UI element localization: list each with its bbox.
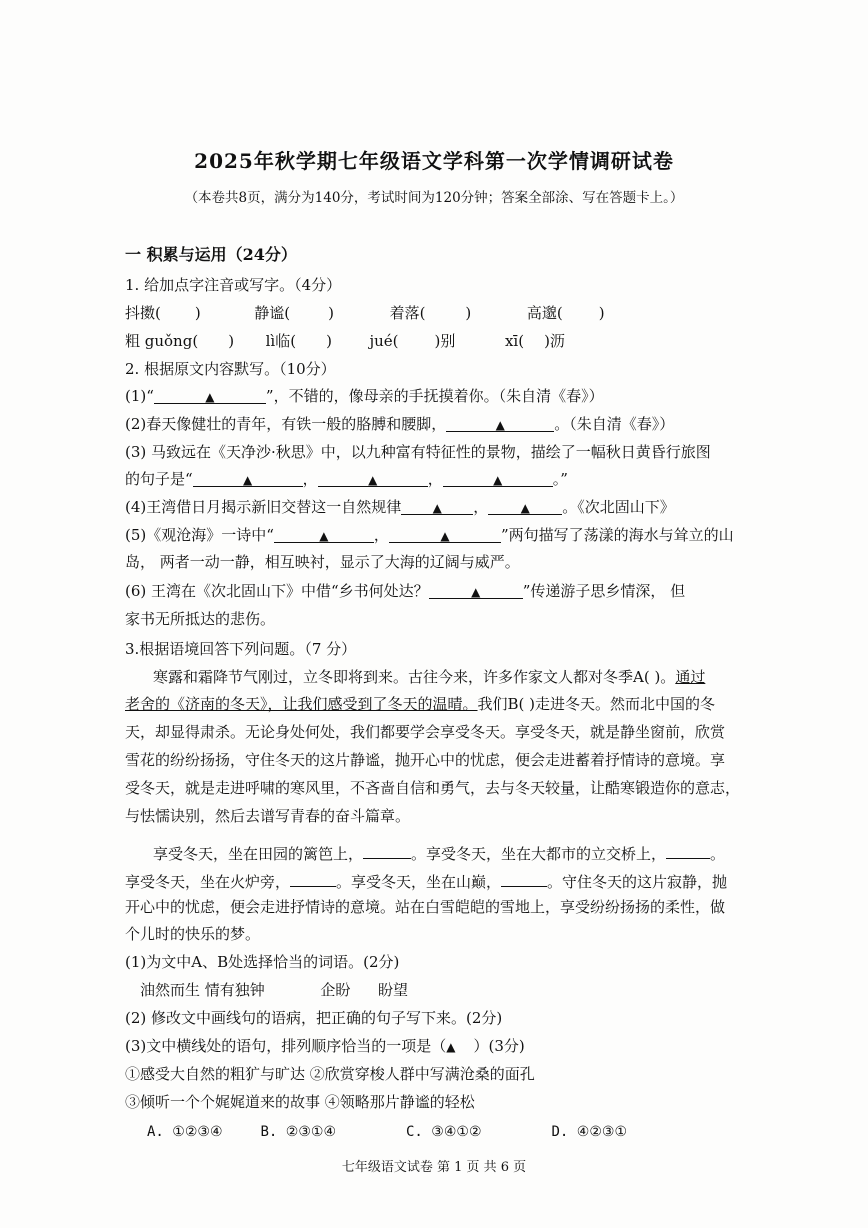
q3-p1-l1 [153,666,705,688]
q2-i1-b: ”，不错的，像母亲的手抚摸着你。（朱自清《春》） [265,387,604,405]
q2-i5-b: ， [373,526,389,544]
q1-r2-w1: 粗 guǒng( [125,332,199,350]
q3-underlined-sentence: 老舍的《济南的冬天》，让我们感受到了冬天的温晴。 [125,695,478,713]
q2-i6-a: (6) 王湾在《次北固山下》中借“乡书何处达？ [125,582,429,600]
triangle-mark: ▲ [471,585,481,599]
q2-item4 [125,496,675,518]
q3-p1-l1-text: 寒露和霜降节气刚过，立冬即将到来。古往今来，许多作家文人都对冬季A( )。 [153,668,676,686]
q2-item1 [125,385,604,407]
q1-r2-w3: jué( [369,332,399,350]
q2-i5-a: (5)《观沧海》一诗中“ [125,526,274,544]
q2-i4-a: (4)王湾借日月揭示新旧交替这一自然规律 [125,498,402,516]
q1-r1-p3: ) [465,304,472,322]
q3-p2-l1-c: 。 [710,845,726,863]
q3-p2-l4: 个儿时的快乐的梦。 [125,925,261,943]
q1-r1-w1: 抖擞( [125,304,161,322]
q1-r2-p3: )别 [434,332,456,350]
q2-item5-line1 [125,524,734,546]
choice-c: C. ③④①② [406,1124,482,1140]
triangle-mark: ▲ [440,529,450,543]
section-heading: 一 积累与运用（24分） [125,245,297,264]
q2-i1-a: (1)“ [125,387,154,405]
triangle-mark: ▲ [493,473,503,487]
option-word: 油然而生 [140,981,201,999]
q1-r2-w4: xī( [504,332,525,350]
q2-item5-line2: 岛， 两者一动一静，相互映衬，显示了大海的辽阔与威严。 [125,553,520,571]
q2-i2-a: (2)春天像健壮的青年，有铁一般的胳膊和腰脚， [125,415,447,433]
answer-blank [401,496,473,515]
q2-item6-line1 [125,580,685,602]
q2-i5-c: ”两句描写了荡漾的海水与耸立的山 [500,526,734,544]
q3-sub3-items1: ①感受大自然的粗犷与旷达 ②欣赏穿梭人群中写满沧桑的面孔 [125,1065,535,1083]
triangle-mark: ▲ [243,473,253,487]
q2-i4-b: ， [473,498,489,516]
q2-item6-line2: 家书无所抵达的悲伤。 [125,610,276,628]
q2-prompt: 2. 根据原文内容默写。（10分） [125,360,336,378]
q3-sub3-items2: ③倾听一个个娓娓道来的故事 ④领略那片静谧的轻松 [125,1093,475,1111]
q1-r2-w2: lì临( [265,332,297,350]
q3-p2-l1-a: 享受冬天，坐在田园的篱笆上， [153,845,364,863]
triangle-mark: ▲ [432,501,442,515]
q3-sub2: (2) 修改文中画线句的语病，把正确的句子写下来。(2分) [125,1009,503,1027]
answer-blank [389,524,501,543]
answer-blank [193,468,303,487]
q2-i2-b: 。（朱自清《春》） [554,415,675,433]
q1-row2 [125,330,565,352]
q2-i3-a: 的句子是“ [125,470,193,488]
option-word: 情有独钟 [204,981,265,999]
triangle-mark: ▲ [446,1040,456,1054]
page-footer: 七年级语文试卷 第 1 页 共 6 页 [341,1160,527,1175]
q3-sub3 [125,1035,525,1058]
exam-subtitle: （本卷共8页，满分为140分，考试时间为120分钟；答案全部涂、写在答题卡上。） [184,190,684,206]
answer-blank [443,468,553,487]
q3-p1-l5: 受冬天，就是走进呼啸的寒风里，不吝啬自信和勇气，去与冬天较量，让酷寒锻造你的意志， [125,779,741,797]
exam-title: 2025年秋学期七年级语文学科第一次学情调研试卷 [194,149,674,173]
answer-blank [488,496,562,515]
q3-p2-l2-c: 。守住冬天的这片寂静，抛 [547,873,728,891]
q3-choices [147,1121,627,1143]
q1-r2-p4: )沥 [544,332,565,350]
triangle-mark: ▲ [319,529,329,543]
q3-p2-l1 [153,840,725,865]
q2-i3-b: ， [302,470,318,488]
q3-p2-l2 [125,868,727,893]
q2-i6-b: ”传递游子思乡情深， 但 [522,582,686,600]
q1-r1-w3: 着落( [389,304,426,322]
q3-s3-b: ）(3分) [473,1037,525,1055]
q1-row1 [125,302,605,324]
q3-p2-l1-b: 。享受冬天，坐在大都市的立交桥上， [411,845,667,863]
q3-p2-l3: 开心中的忧虑，便会走进抒情诗的意境。站在白雪皑皑的雪地上，享受纷纷扬扬的柔性，做 [125,898,726,916]
option-word: 企盼 [320,981,351,999]
choice-b: B. ②③①④ [260,1124,336,1140]
q1-r1-w4: 高邈( [526,304,563,322]
q2-item2 [125,413,674,435]
triangle-mark: ▲ [368,473,378,487]
q3-p1-l4: 雪花的纷纷扬扬，守住冬天的这片静谧，抛开心中的忧虑，便会走进蓄着抒情诗的意境。享 [125,751,726,769]
option-word: 盼望 [377,981,408,999]
q3-p1-l2-text: 我们B( )走进冬天。然而北中国的冬 [477,695,716,713]
q1-r2-p2: ) [326,332,332,350]
choice-d: D. ④②③① [551,1124,627,1140]
triangle-mark: ▲ [495,418,505,432]
q1-r1-w2: 静谧( [254,304,291,322]
q1-r1-p1: ) [194,304,201,322]
q2-i3-d: 。” [552,470,568,488]
triangle-mark: ▲ [205,390,215,404]
answer-blank [666,840,710,859]
answer-blank [429,580,523,599]
q1-r1-p2: ) [328,304,334,322]
q2-item3-line1: (3) 马致远在《天净沙·秋思》中，以九种富有特征性的景物，描绘了一幅秋日黄昏行旅图 [125,443,711,461]
q2-i4-c: 。《次北固山下》 [562,498,675,516]
q1-r2-p1: ) [228,332,235,350]
answer-blank [363,840,411,859]
q3-underlined-start: 通过 [675,668,706,686]
answer-blank [154,385,266,404]
answer-blank [290,868,336,887]
answer-blank [318,468,428,487]
q2-i3-c: ， [427,470,443,488]
answer-blank [274,524,374,543]
q3-sub1: (1)为文中A、B处选择恰当的词语。(2分) [125,953,400,971]
q3-s3-a: (3)文中横线处的语句，排列顺序恰当的一项是（ [125,1037,447,1055]
q3-p1-l6: 与怯懦诀别，然后去谱写青春的奋斗篇章。 [125,807,411,825]
q3-p2-l2-b: 。享受冬天，坐在山巅， [336,873,502,891]
choice-a: A. ①②③④ [147,1124,223,1140]
q1-prompt: 1. 给加点字注音或写字。（4分） [125,276,342,294]
answer-blank [446,413,554,432]
q3-p1-l3: 天，却显得肃杀。无论身处何处，我们都要学会享受冬天。享受冬天，就是静坐窗前，欣赏 [125,723,726,741]
q1-r1-p4: ) [598,304,605,322]
q3-p1-l2 [125,693,715,715]
answer-blank [501,868,547,887]
q3-sub1-options [140,979,408,1001]
triangle-mark: ▲ [520,501,530,515]
q3-prompt: 3.根据语境回答下列问题。（7 分） [125,640,357,658]
q3-p2-l2-a: 享受冬天，坐在火炉旁， [125,873,291,891]
q2-item3-line2 [125,468,568,490]
